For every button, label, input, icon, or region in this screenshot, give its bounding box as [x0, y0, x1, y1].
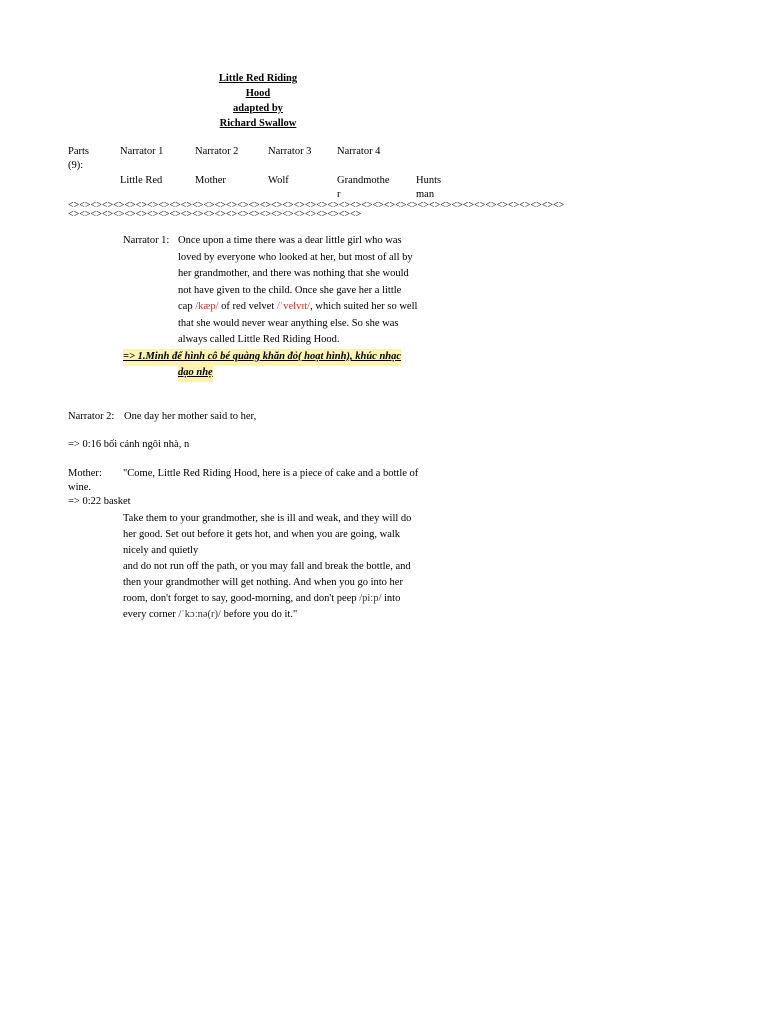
title-line-2: Hood	[245, 88, 271, 99]
narrator-2-speaker: Narrator 2:	[68, 411, 115, 422]
role-narrator-3: Narrator 3	[268, 146, 312, 157]
role-huntsman-line-2: man	[416, 189, 435, 200]
role-narrator-2: Narrator 2	[195, 146, 239, 157]
narrator-2-text: One day her mother said to her,	[124, 411, 257, 422]
role-narrator-4: Narrator 4	[337, 146, 381, 157]
peep-suffix: into	[384, 593, 401, 604]
role-little-red: Little Red	[120, 175, 163, 186]
role-grandmother-line-2: r	[337, 189, 341, 200]
separator-line-1: <><><><><><><><><><><><><><><><><><><><><><><><><><><><><><><><><><><><><><><><><><><><>	[68, 200, 565, 211]
title-line-3: adapted by	[233, 103, 283, 114]
role-grandmother	[337, 174, 390, 202]
narrator-1-line: Once upon a time there was a dear little girl who was	[178, 235, 402, 246]
title-line-1: Little Red Riding	[218, 73, 298, 84]
parts-label-line-1: Parts	[68, 146, 89, 157]
mother-line-1: "Come, Little Red Riding Hood, here is a piece of cake and a bottle of	[123, 468, 419, 479]
cap-pronunciation: /kæp/	[195, 301, 219, 312]
mother-paragraph-line: and do not run off the path, or you may fall and break the bottle, and	[123, 561, 411, 572]
mother-paragraph	[123, 511, 411, 623]
media-note-1	[123, 349, 401, 366]
narrator-1-paragraph	[178, 233, 417, 349]
narrator-1-line: not have given to the child. Once she gave her a little	[178, 284, 402, 296]
role-huntsman	[416, 174, 441, 202]
narrator-1-line: her grandmother, and there was nothing that she would	[178, 268, 409, 279]
media-note-016: => 0:16 bối cảnh ngôi nhà, n	[68, 439, 190, 450]
narrator-1-line: loved by everyone who looked at her, but most of all by	[178, 251, 413, 263]
parts-label	[68, 145, 89, 173]
mother-line-2: wine.	[68, 482, 92, 493]
corner-suffix: before you do it."	[223, 609, 298, 620]
mother-corner-line	[123, 607, 411, 623]
narrator-1-cap-line	[178, 299, 417, 316]
corner-prefix: every corner	[123, 609, 176, 620]
mother-paragraph-line: Take them to your grandmother, she is ill and weak, and they will do	[123, 513, 412, 524]
velvet-pronunciation: /ˈvelvɪt/	[276, 301, 311, 312]
of-red-velvet: of red velvet	[221, 301, 275, 312]
mother-paragraph-line: then your grandmother will get nothing. And when you go into her	[123, 577, 403, 588]
mother-paragraph-line: nicely and quietly	[123, 545, 199, 556]
media-note-022: => 0:22 basket	[68, 496, 131, 507]
narrator-1-line: always called Little Red Riding Hood.	[178, 334, 340, 345]
peep-pronunciation: /piːp/	[359, 593, 382, 604]
mother-peep-line	[123, 591, 411, 607]
separator-line-2: <><><><><><><><><><><><><><><><><><><><><><><><><><>	[68, 209, 362, 220]
role-narrator-1: Narrator 1	[120, 146, 164, 157]
parts-label-line-2: (9):	[68, 160, 84, 171]
cap-line-rest: , which suited her so well	[310, 301, 418, 312]
corner-pronunciation: /ˈkɔːnə(r)/	[178, 609, 221, 620]
media-note-1-line-1: => 1.Minh để hình cô bé quàng khăn đỏ( hoạt hình), khúc nhạc	[123, 351, 402, 362]
role-grandmother-line-1: Grandmothe	[337, 175, 390, 186]
document-title	[198, 71, 318, 131]
media-note-1-line-2: dạo nhẹ	[178, 367, 213, 378]
mother-speaker: Mother:	[68, 468, 102, 479]
narrator-1-speaker: Narrator 1:	[123, 235, 170, 246]
peep-prefix: room, don't forget to say, good-morning, and don't peep	[123, 593, 357, 604]
role-huntsman-line-1: Hunts	[416, 175, 442, 186]
role-wolf: Wolf	[268, 175, 289, 186]
narrator-1-line: that she would never wear anything else. So she was	[178, 317, 399, 329]
media-note-1-continued	[178, 365, 213, 382]
role-mother: Mother	[195, 175, 226, 186]
title-line-4: Richard Swallow	[219, 118, 297, 129]
cap-word: cap	[178, 301, 193, 312]
mother-paragraph-line: her good. Set out before it gets hot, and when you are going, walk	[123, 529, 401, 540]
